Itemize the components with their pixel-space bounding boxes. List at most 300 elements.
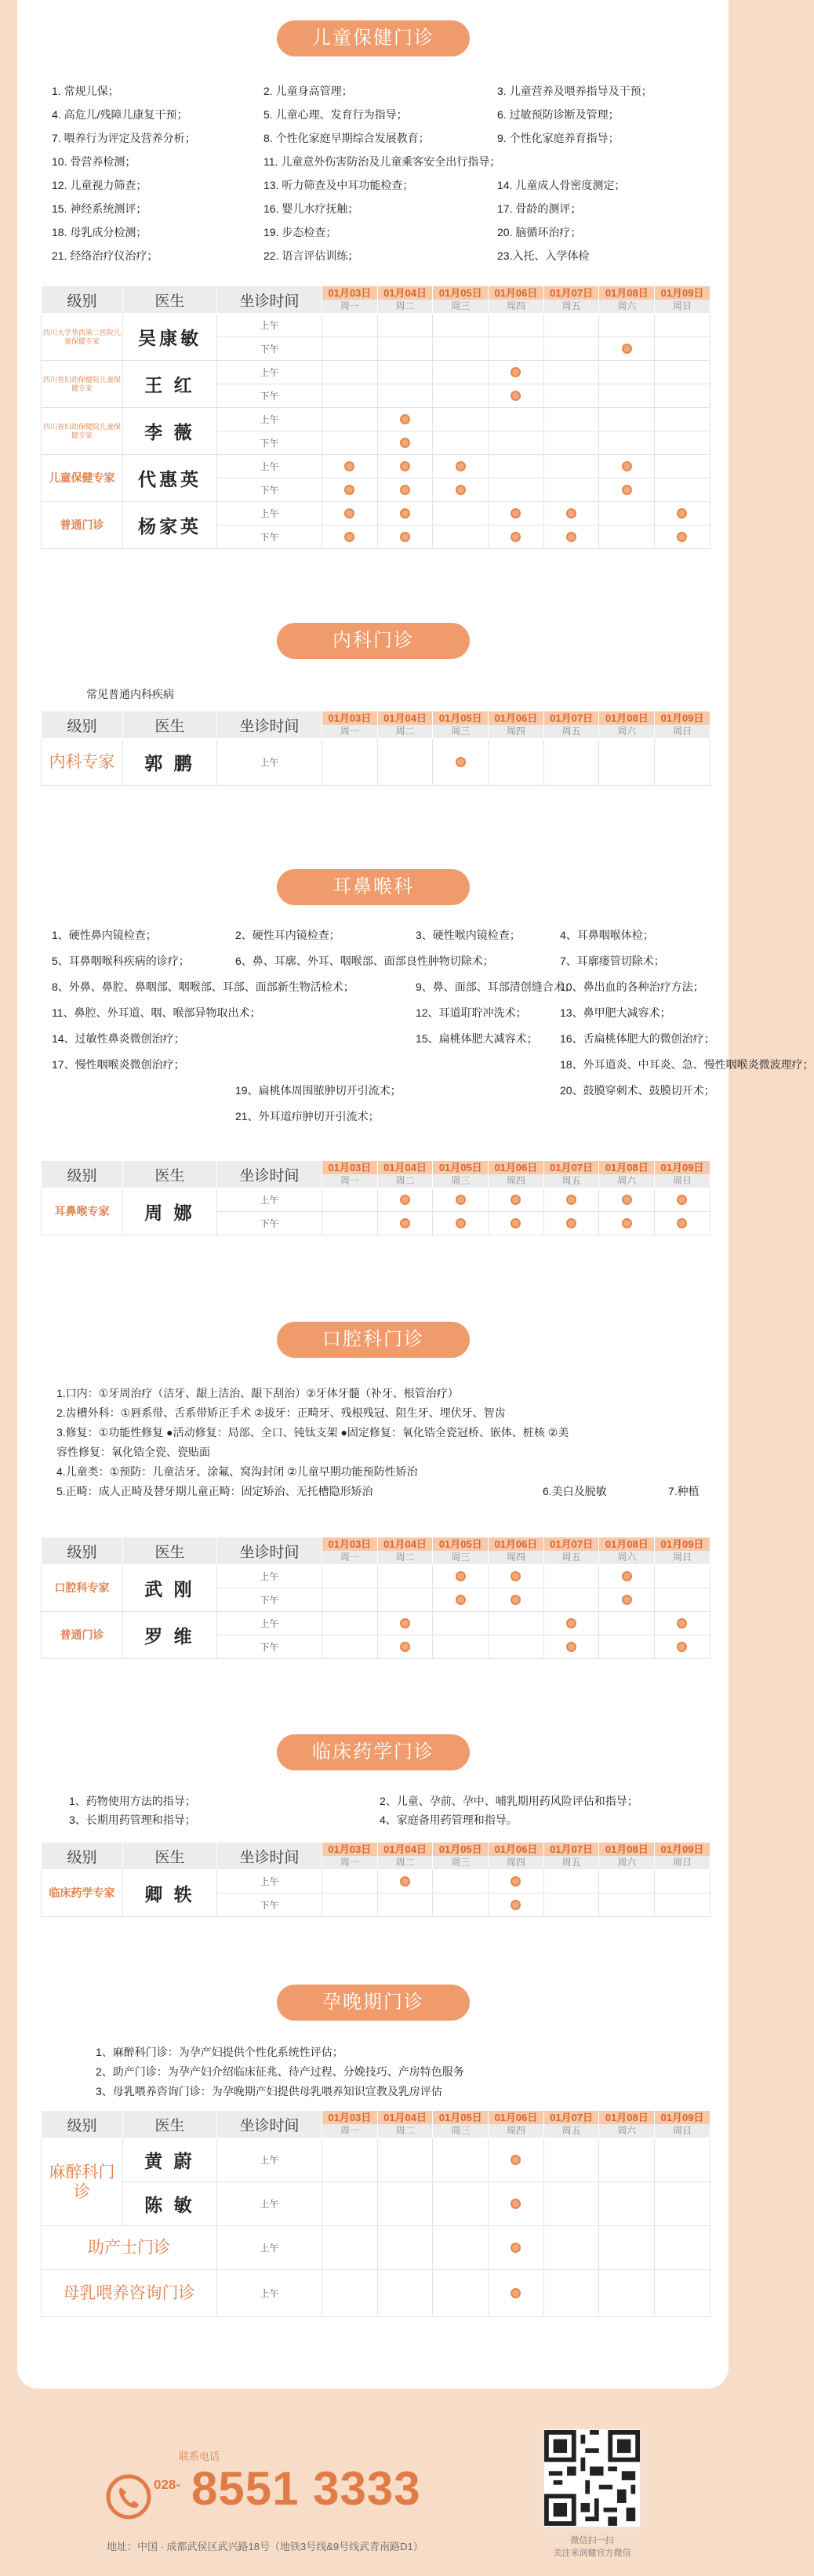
level-header: 级别 (42, 1843, 123, 1870)
service-item: 15. 神经系统测评； (52, 202, 147, 215)
day-header: 01月05日 周三 (433, 2111, 489, 2138)
available-dot (344, 485, 354, 495)
slot-cell (489, 1870, 544, 1894)
available-dot (511, 1900, 521, 1910)
day-header: 01月08日 周六 (599, 1843, 655, 1870)
slot-cell (322, 526, 378, 549)
time-am: 上午 (217, 2182, 322, 2226)
day-header: 01月03日 周一 (322, 2111, 378, 2138)
slot-cell (377, 2226, 433, 2270)
doctor-header: 医生 (123, 286, 217, 314)
slot-cell (377, 502, 433, 526)
time-am: 上午 (217, 1188, 322, 1212)
available-dot (566, 532, 576, 542)
day-header: 01月07日 周五 (543, 1537, 599, 1565)
time-header: 坐诊时间 (217, 1537, 322, 1565)
day-header: 01月07日 周五 (543, 1843, 599, 1870)
preg-services (96, 2043, 739, 2101)
available-dot (511, 1195, 521, 1205)
slot-cell (599, 526, 655, 549)
phone-number[interactable]: 8551 3333 (191, 2462, 421, 2515)
day-header: 01月06日 周四 (489, 1161, 544, 1188)
time-pm: 下午 (217, 1588, 322, 1612)
slot-cell (433, 502, 489, 526)
slot-cell (543, 2182, 599, 2226)
available-dot (400, 414, 410, 424)
available-dot (677, 1218, 687, 1228)
service-item: 8、外鼻、鼻腔、鼻咽部、咽喉部、耳部、面部新生物活检术； (52, 981, 354, 993)
internal-schedule-table (41, 711, 710, 786)
slot-cell (433, 1894, 489, 1917)
available-dot (456, 1195, 466, 1205)
available-dot (456, 461, 466, 471)
slot-cell (543, 337, 599, 361)
slot-cell (322, 337, 378, 361)
time-pm: 下午 (217, 1635, 322, 1659)
day-header: 01月09日 周日 (655, 1843, 710, 1870)
service-item: 20. 脑循环治疗； (497, 226, 582, 238)
slot-cell (543, 1588, 599, 1612)
slot-cell (655, 1894, 710, 1917)
slot-cell (322, 1212, 378, 1235)
internal-desc: 常见普通内科疾病 (86, 688, 174, 700)
service-item: 4、耳鼻咽喉体检； (560, 929, 654, 941)
level-header: 级别 (42, 2111, 123, 2138)
slot-cell (489, 502, 544, 526)
slot-cell (489, 526, 544, 549)
service-item: 3、长期用药管理和指导； (69, 1814, 196, 1826)
qr-caption: 微信扫一扫 关注米润健官方微信 (553, 2536, 631, 2558)
time-am: 上午 (217, 408, 322, 431)
service-item: 20、鼓膜穿刺术、鼓膜切开术； (560, 1084, 715, 1097)
slot-cell (433, 408, 489, 431)
slot-cell (655, 1212, 710, 1235)
slot-cell (489, 431, 544, 455)
slot-cell (543, 526, 599, 549)
slot-cell (322, 1612, 378, 1635)
service-item: 7.种植 (668, 1485, 700, 1497)
section-title-internal: 内科门诊 (277, 623, 470, 659)
slot-cell (543, 1565, 599, 1588)
slot-cell (655, 361, 710, 384)
day-header: 01月05日 周三 (433, 1161, 489, 1188)
doctor-name: 郭 鹏 (123, 739, 217, 786)
available-dot (677, 1618, 687, 1628)
slot-cell (655, 408, 710, 431)
slot-cell (322, 739, 378, 786)
slot-cell (322, 2270, 378, 2317)
available-dot (456, 485, 466, 495)
day-header: 01月03日 周一 (322, 1537, 378, 1565)
doctor-name: 李 薇 (123, 408, 217, 455)
qr-code (541, 2426, 643, 2530)
slot-cell (599, 384, 655, 408)
slot-cell (489, 2182, 544, 2226)
slot-cell (433, 1870, 489, 1894)
time-am: 上午 (217, 2226, 322, 2270)
time-pm: 下午 (217, 337, 322, 361)
slot-cell (489, 314, 544, 337)
slot-cell (377, 431, 433, 455)
service-item: 5. 儿童心理、发育行为指导； (263, 108, 408, 121)
available-dot (400, 1618, 410, 1628)
slot-cell (599, 337, 655, 361)
time-am: 上午 (217, 2270, 322, 2317)
doctor-name: 陈 敏 (123, 2182, 217, 2226)
slot-cell (322, 314, 378, 337)
time-am: 上午 (217, 314, 322, 337)
doctor-level: 口腔科专家 (42, 1565, 123, 1612)
time-am: 上午 (217, 739, 322, 786)
footer (0, 2389, 746, 2576)
slot-cell (489, 384, 544, 408)
slot-cell (377, 384, 433, 408)
service-item: 11、鼻腔、外耳道、咽、喉部异物取出术； (52, 1006, 261, 1019)
slot-cell (377, 337, 433, 361)
day-header: 01月04日 周二 (377, 1843, 433, 1870)
day-header: 01月07日 周五 (543, 2111, 599, 2138)
phone-prefix: 028- (154, 2477, 181, 2492)
slot-cell (433, 2138, 489, 2182)
slot-cell (433, 478, 489, 502)
available-dot (400, 532, 410, 542)
available-dot (622, 344, 632, 354)
day-header: 01月08日 周六 (599, 2111, 655, 2138)
day-header: 01月09日 周日 (655, 2111, 710, 2138)
slot-cell (655, 1588, 710, 1612)
available-dot (622, 1218, 632, 1228)
slot-cell (433, 1635, 489, 1659)
service-line: 3.修复：①功能性修复 ●活动修复：局部、全口、钝钛支架 ●固定修复：氧化锆全瓷冠桥、嵌体、桩核 ②美 (56, 1426, 569, 1439)
doctor-name: 卿 轶 (123, 1870, 217, 1917)
schedule-card (17, 0, 814, 2389)
clinic-name: 助产士门诊 (42, 2226, 217, 2270)
pharm-schedule-table (41, 1842, 710, 1917)
doctor-name: 武 刚 (123, 1565, 217, 1612)
service-item: 12、耳道耵聍冲洗术； (416, 1006, 527, 1019)
slot-cell (489, 478, 544, 502)
doctor-level: 麻醉科门诊 (42, 2138, 123, 2226)
slot-cell (543, 739, 599, 786)
day-header: 01月05日 周三 (433, 1843, 489, 1870)
time-header: 坐诊时间 (217, 1161, 322, 1188)
slot-cell (599, 1894, 655, 1917)
day-header: 01月06日 周四 (489, 286, 544, 314)
slot-cell (377, 314, 433, 337)
slot-cell (433, 455, 489, 478)
day-header: 01月07日 周五 (543, 711, 599, 739)
day-header: 01月08日 周六 (599, 286, 655, 314)
slot-cell (377, 1894, 433, 1917)
slot-cell (322, 384, 378, 408)
time-pm: 下午 (217, 526, 322, 549)
service-item: 2、硬性耳内镜检查； (235, 929, 340, 941)
service-item: 4. 高危儿/残障儿康复干预； (52, 108, 188, 121)
day-header: 01月03日 周一 (322, 1843, 378, 1870)
slot-cell (655, 1635, 710, 1659)
service-item: 19. 步态检查； (263, 226, 337, 238)
doctor-name: 周 娜 (123, 1188, 217, 1235)
slot-cell (655, 1870, 710, 1894)
slot-cell (599, 1870, 655, 1894)
time-pm: 下午 (217, 478, 322, 502)
service-item: 22. 语言评估训练； (263, 249, 359, 262)
available-dot (677, 1642, 687, 1652)
doctor-level: 儿童保健专家 (42, 455, 123, 502)
ent-services (52, 927, 814, 1147)
slot-cell (433, 314, 489, 337)
service-line (56, 1482, 700, 1501)
section-title-preg: 孕晚期门诊 (277, 1985, 470, 2021)
slot-cell (377, 739, 433, 786)
available-dot (456, 1595, 466, 1605)
doctor-name: 杨家英 (123, 502, 217, 549)
slot-cell (543, 2138, 599, 2182)
service-item: 12. 儿童视力筛查； (52, 179, 147, 191)
slot-cell (377, 2138, 433, 2182)
slot-cell (655, 502, 710, 526)
available-dot (677, 1195, 687, 1205)
day-header: 01月08日 周六 (599, 1537, 655, 1565)
available-dot (566, 1618, 576, 1628)
service-item: 1. 常规儿保； (52, 85, 119, 97)
service-item: 6、鼻、耳廓、外耳、咽喉部、面部良性肿物切除术； (235, 955, 494, 967)
available-dot (566, 1218, 576, 1228)
pharm-services (52, 1793, 710, 1832)
service-item: 21. 经络治疗仪治疗； (52, 249, 158, 262)
available-dot (622, 1195, 632, 1205)
available-dot (456, 1218, 466, 1228)
slot-cell (489, 1635, 544, 1659)
doctor-header: 医生 (123, 2111, 217, 2138)
slot-cell (489, 1188, 544, 1212)
day-header: 01月09日 周日 (655, 286, 710, 314)
slot-cell (377, 408, 433, 431)
service-item: 11. 儿童意外伤害防治及儿童乘客安全出行指导； (263, 155, 501, 168)
slot-cell (599, 2226, 655, 2270)
doctor-level: 临床药学专家 (42, 1870, 123, 1917)
slot-cell (543, 478, 599, 502)
slot-cell (599, 2270, 655, 2317)
section-title-dental: 口腔科门诊 (277, 1322, 470, 1358)
dental-schedule-table (41, 1537, 710, 1659)
phone-label: 联系电话 (179, 2450, 220, 2462)
slot-cell (599, 1212, 655, 1235)
slot-cell (655, 478, 710, 502)
slot-cell (599, 1612, 655, 1635)
ent-schedule-table (41, 1160, 710, 1235)
time-am: 上午 (217, 502, 322, 526)
slot-cell (433, 1188, 489, 1212)
slot-cell (599, 314, 655, 337)
available-dot (400, 508, 410, 518)
service-item: 5.正畸：成人正畸及替牙期儿童正畸：固定矫治、无托槽隐形矫治 (56, 1485, 373, 1497)
slot-cell (489, 361, 544, 384)
slot-cell (489, 408, 544, 431)
slot-cell (599, 478, 655, 502)
available-dot (622, 1571, 632, 1581)
day-header: 01月05日 周三 (433, 1537, 489, 1565)
slot-cell (322, 502, 378, 526)
service-line: 1、麻醉科门诊：为孕产妇提供个性化系统性评估； (96, 2046, 343, 2058)
slot-cell (322, 2138, 378, 2182)
slot-cell (599, 1635, 655, 1659)
clinic-name: 母乳喂养咨询门诊 (42, 2270, 217, 2317)
slot-cell (655, 526, 710, 549)
slot-cell (543, 502, 599, 526)
service-item: 19、扁桃体周围脓肿切开引流术； (235, 1084, 402, 1097)
slot-cell (322, 1188, 378, 1212)
slot-cell (599, 1188, 655, 1212)
slot-cell (433, 337, 489, 361)
slot-cell (489, 1588, 544, 1612)
slot-cell (489, 2138, 544, 2182)
service-item: 21、外耳道疖肿切开引流术； (235, 1110, 380, 1122)
slot-cell (322, 1565, 378, 1588)
slot-cell (322, 2182, 378, 2226)
slot-cell (377, 1188, 433, 1212)
available-dot (511, 508, 521, 518)
service-item: 4、家庭备用药管理和指导。 (380, 1814, 518, 1826)
available-dot (566, 508, 576, 518)
slot-cell (543, 2226, 599, 2270)
slot-cell (377, 2270, 433, 2317)
slot-cell (322, 2226, 378, 2270)
slot-cell (655, 2226, 710, 2270)
available-dot (511, 2199, 521, 2209)
slot-cell (655, 739, 710, 786)
service-line: 2、助产门诊：为孕产妇介绍临床征兆、待产过程、分娩技巧、产房特色服务 (96, 2065, 464, 2078)
slot-cell (655, 455, 710, 478)
slot-cell (433, 2226, 489, 2270)
day-header: 01月06日 周四 (489, 1843, 544, 1870)
slot-cell (599, 1565, 655, 1588)
day-header: 01月06日 周四 (489, 2111, 544, 2138)
service-item: 3. 儿童营养及喂养指导及干预； (497, 85, 652, 97)
doctor-name: 代惠英 (123, 455, 217, 502)
slot-cell (433, 431, 489, 455)
slot-cell (543, 408, 599, 431)
slot-cell (543, 1870, 599, 1894)
slot-cell (655, 431, 710, 455)
slot-cell (655, 2182, 710, 2226)
slot-cell (655, 1188, 710, 1212)
time-header: 坐诊时间 (217, 2111, 322, 2138)
day-header: 01月08日 周六 (599, 1161, 655, 1188)
available-dot (511, 1595, 521, 1605)
day-header: 01月09日 周日 (655, 1161, 710, 1188)
day-header: 01月04日 周二 (377, 1537, 433, 1565)
service-item: 16、舌扁桃体肥大的微创治疗； (560, 1032, 715, 1045)
slot-cell (599, 1588, 655, 1612)
doctor-name: 王 红 (123, 361, 217, 408)
service-line: 3、母乳喂养咨询门诊：为孕晚期产妇提供母乳喂养知识宣教及乳房评估 (96, 2085, 442, 2098)
service-item: 15、扁桃体肥大减容术； (416, 1032, 538, 1045)
available-dot (511, 367, 521, 377)
slot-cell (543, 1894, 599, 1917)
day-header: 01月06日 周四 (489, 711, 544, 739)
available-dot (400, 1195, 410, 1205)
service-item: 7、耳廓瘘管切除术； (560, 955, 665, 967)
service-line: 2.齿槽外科：①唇系带、舌系带矫正手术 ②拔牙：正畸牙、残根残冠、阻生牙、埋伏牙、智齿 (56, 1406, 506, 1419)
slot-cell (489, 455, 544, 478)
available-dot (511, 1571, 521, 1581)
service-item: 14、过敏性鼻炎微创治疗； (52, 1032, 185, 1045)
time-am: 上午 (217, 361, 322, 384)
slot-cell (599, 408, 655, 431)
slot-cell (655, 384, 710, 408)
slot-cell (377, 2182, 433, 2226)
available-dot (622, 461, 632, 471)
slot-cell (377, 1870, 433, 1894)
available-dot (511, 2243, 521, 2253)
available-dot (400, 461, 410, 471)
slot-cell (599, 455, 655, 478)
slot-cell (433, 384, 489, 408)
day-header: 01月04日 周二 (377, 1161, 433, 1188)
service-item: 13. 听力筛查及中耳功能检查； (263, 179, 414, 191)
slot-cell (543, 361, 599, 384)
slot-cell (433, 526, 489, 549)
service-item: 17. 骨龄的测评； (497, 202, 582, 215)
service-line: 4.儿童类：①预防：儿童洁牙、涂氟、窝沟封闭 ②儿童早期功能预防性矫治 (56, 1465, 418, 1478)
available-dot (400, 1218, 410, 1228)
slot-cell (377, 1612, 433, 1635)
phone-icon (107, 2475, 151, 2519)
service-item: 16. 婴儿水疗抚触； (263, 202, 359, 215)
service-line: 容性修复：氧化锆全瓷、瓷贴面 (56, 1446, 210, 1458)
available-dot (677, 532, 687, 542)
day-header: 01月03日 周一 (322, 1161, 378, 1188)
slot-cell (377, 455, 433, 478)
slot-cell (655, 2270, 710, 2317)
doctor-level: 内科专家 (42, 739, 123, 786)
slot-cell (489, 337, 544, 361)
slot-cell (543, 431, 599, 455)
time-header: 坐诊时间 (217, 286, 322, 314)
slot-cell (322, 455, 378, 478)
slot-cell (377, 1588, 433, 1612)
available-dot (400, 1642, 410, 1652)
slot-cell (377, 1635, 433, 1659)
slot-cell (322, 361, 378, 384)
time-pm: 下午 (217, 384, 322, 408)
time-am: 上午 (217, 455, 322, 478)
service-item: 5、耳鼻咽喉科疾病的诊疗； (52, 955, 190, 967)
slot-cell (322, 1635, 378, 1659)
service-item: 18、外耳道炎、中耳炎、急、慢性咽喉炎微波理疗； (560, 1058, 814, 1071)
slot-cell (543, 2270, 599, 2317)
service-item: 8. 个性化家庭早期综合发展教育； (263, 132, 430, 144)
service-item: 1、硬性鼻内镜检查； (52, 929, 157, 941)
time-am: 上午 (217, 1612, 322, 1635)
available-dot (511, 2288, 521, 2298)
slot-cell (433, 1588, 489, 1612)
doctor-name: 黄 蔚 (123, 2138, 217, 2182)
available-dot (400, 438, 410, 448)
level-header: 级别 (42, 1537, 123, 1565)
day-header: 01月05日 周三 (433, 711, 489, 739)
doctor-level: 四川省妇幼保健院儿童保健专家 (42, 361, 123, 408)
slot-cell (322, 1870, 378, 1894)
slot-cell (655, 314, 710, 337)
time-pm: 下午 (217, 1212, 322, 1235)
slot-cell (322, 408, 378, 431)
address: 地址：中国 · 成都武侯区武兴路18号（地铁3号线&9号线武青南路D1） (107, 2541, 423, 2552)
day-header: 01月05日 周三 (433, 286, 489, 314)
day-header: 01月07日 周五 (543, 1161, 599, 1188)
slot-cell (655, 1565, 710, 1588)
